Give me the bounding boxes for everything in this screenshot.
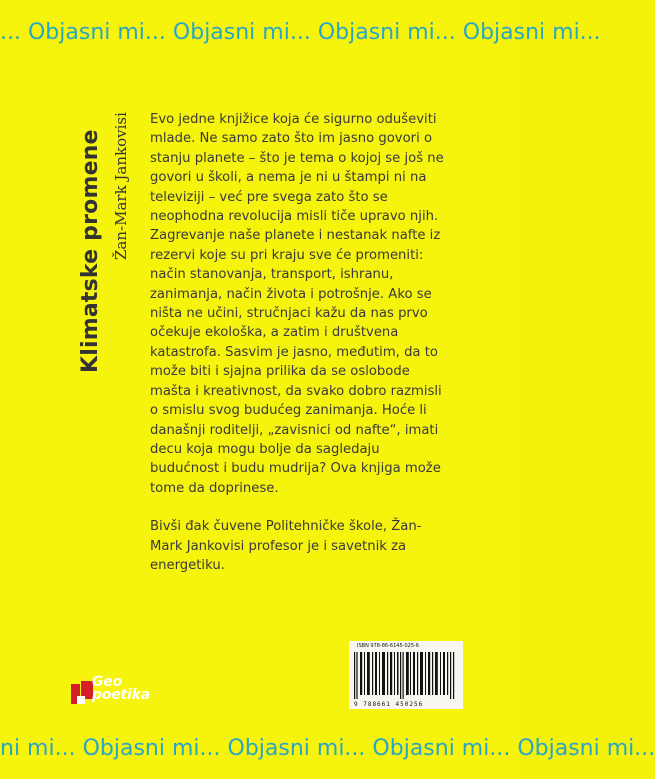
barcode-bars bbox=[354, 652, 458, 699]
book-author: Žan-Mark Jankovisi bbox=[112, 112, 130, 260]
barcode bbox=[349, 641, 463, 709]
header-series-fragment: ... bbox=[0, 20, 21, 45]
book-title: Klimatske promene bbox=[78, 129, 103, 373]
publisher-name-line-2: poetika bbox=[92, 687, 150, 703]
footer-series-text: Objasni mi... bbox=[517, 736, 655, 761]
isbn-label: ISBN 978-86-6145-025-6 bbox=[357, 643, 419, 649]
footer-series-text: Objasni mi... bbox=[82, 736, 221, 761]
header-series-text: Objasni mi... bbox=[317, 20, 456, 45]
footer-series-text: Objasni mi... bbox=[227, 736, 366, 761]
footer-series-fragment: ni mi... bbox=[0, 736, 76, 761]
publisher-name-line-1: Geo bbox=[92, 674, 123, 690]
header-series-text: Objasni mi... bbox=[27, 20, 166, 45]
footer-series-strip bbox=[0, 731, 655, 767]
footer-series-text: Objasni mi... bbox=[372, 736, 511, 761]
barcode-number: 9 788661 450256 bbox=[354, 701, 424, 708]
header-series-text: Objasni mi... bbox=[462, 20, 601, 45]
author-bio-paragraph: Bivši đak čuvene Politehničke škole, Žan-Mark Jankovisi profesor je i savetnik za energetiku. bbox=[150, 519, 422, 573]
header-series-text: Objasni mi... bbox=[172, 20, 311, 45]
description-paragraph: Evo jedne knjižice koja će sigurno oduševiti mlade. Ne samo zato što im jasno govori o stanju planete – što je tema o kojoj se još ne govori u školi, a nema je ni u štampi ni na televiziji – već pre svega zato što se neophodna revolucija misli tiče upravo njih. Zagrevanje naše planete i nestanak nafte iz rezervi koje su pri kraju sve će promeniti: način stanovanja, transport, ishranu, zanimanja, način života i potrošnje. Ako se ništa ne učini, stručnjaci kažu da nas prvo očekuje ekološka, a zatim i društvena katastrofa. Sasvim je jasno, međutim, da to može biti i sjajna prilika da se oslobode mašta i kreativnost, da svako dobro razmisli o smislu svog budućeg zanimanja. Hoće li današnji roditelji, „zavisnici od nafte“, imati decu koja mogu bolje da sagledaju budućnost i budu mudrija? Ova knjiga može tome da doprinese. bbox=[150, 112, 444, 496]
book-description bbox=[150, 110, 445, 594]
publisher-logo bbox=[68, 675, 178, 711]
publisher-name bbox=[92, 676, 150, 702]
header-series-strip bbox=[0, 16, 601, 50]
